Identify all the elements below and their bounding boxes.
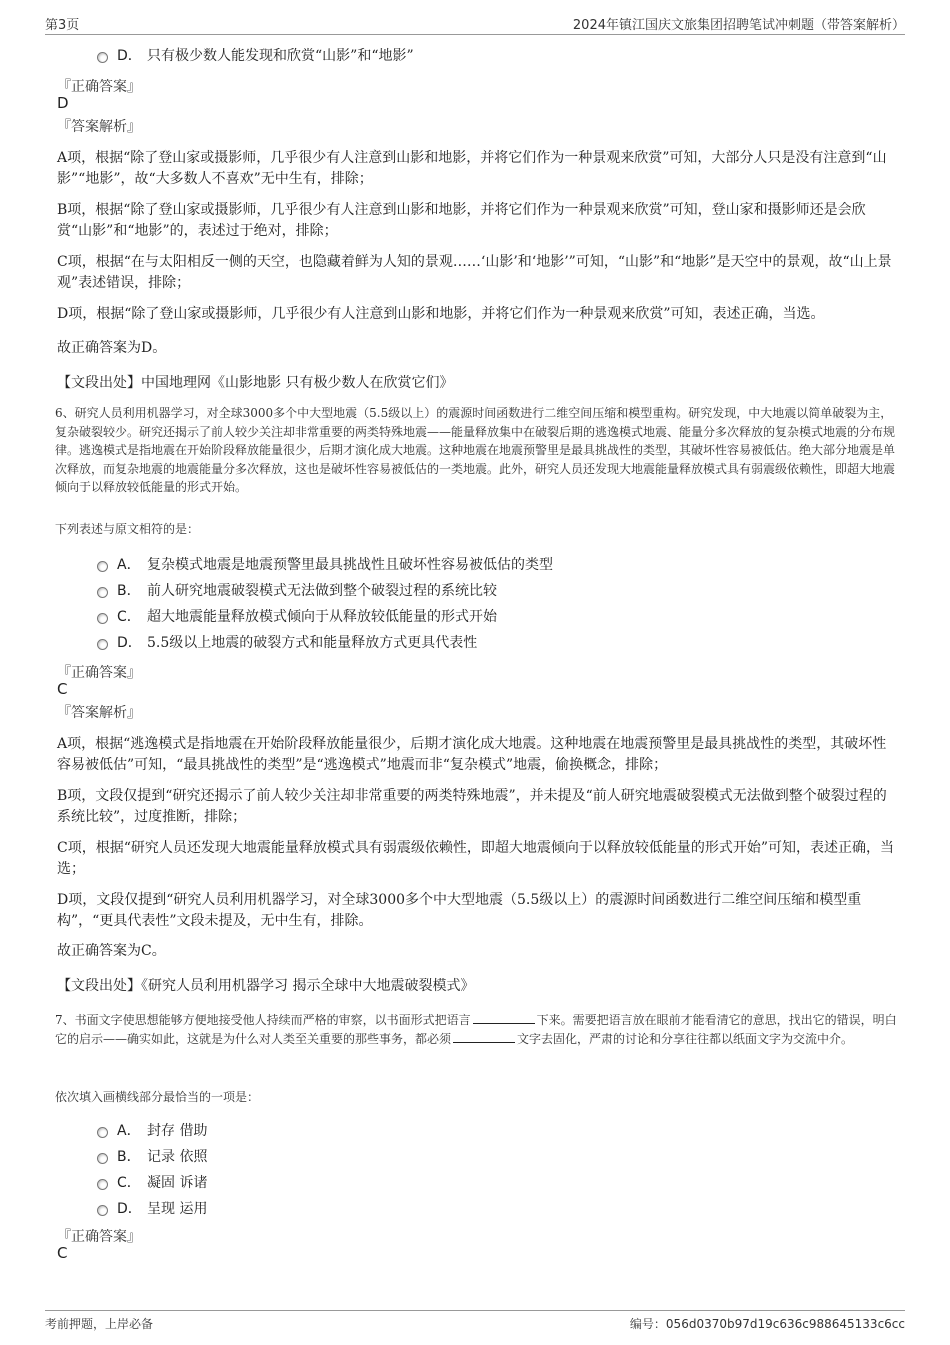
page-number: 第3页 [45,18,80,33]
page-footer [45,1310,905,1333]
option-text: 前人研究地震破裂模式无法做到整个破裂过程的系统比较 [147,583,497,599]
page-header [45,14,905,35]
option-letter: C． [117,609,141,625]
footer-slogan: 考前押题，上岸必备 [45,1317,154,1331]
q5-analysis-c: C项，根据“在与太阳相反一侧的天空，也隐藏着鲜为人知的景观……‘山影’和‘地影’”可知，“山影”和“地影”是天空中的景观，故“山上景观”表述错误，排除； [57,254,892,291]
q7-passage-part3: 文字去固化，严肃的讨论和分享往往都以纸面文字为交流中介。 [517,1031,854,1046]
fill-blank-2 [453,1030,515,1043]
option-text: 封存 借助 [147,1123,208,1139]
q5-answer-label: 『正确答案』 [57,79,141,95]
q6-analysis-b: B项，文段仅提到“研究还揭示了前人较少关注却非常重要的两类特殊地震”，并未提及“前人研究地震破裂模式无法做到整个破裂过程的系统比较”，过度推断，排除； [57,788,887,825]
option-letter: C． [117,1175,141,1191]
q6-option-d[interactable] [97,632,477,654]
option-text: 记录 依照 [147,1149,208,1165]
q5-answer: D [57,94,69,112]
q7-answer-label: 『正确答案』 [57,1229,141,1245]
radio-button-icon[interactable] [97,52,108,63]
option-letter: B． [117,583,141,599]
q7-answer: C [57,1244,68,1262]
q6-analysis-a: A项，根据“逃逸模式是指地震在开始阶段释放能量很少，后期才演化成大地震。这种地震在地震预警里是最具挑战性的类型，其破坏性容易被低估”可知，“最具挑战性的类型”是“逃逸模式”地震而非“复杂模式”地震，偷换概念，排除； [57,736,887,773]
q6-conclusion: 故正确答案为C。 [57,943,166,959]
fill-blank-1 [473,1011,535,1024]
q5-conclusion: 故正确答案为D。 [57,340,167,356]
option-text: 5.5级以上地震的破裂方式和能量释放方式更具代表性 [147,635,478,651]
radio-button-icon[interactable] [97,1153,108,1164]
q5-analysis-b: B项，根据“除了登山家或摄影师，几乎很少有人注意到山影和地影，并将它们作为一种景观来欣赏”可知，登山家和摄影师还是会欣赏“山影”和“地影”的，表述过于绝对，排除； [57,202,866,239]
q6-option-c[interactable] [97,606,497,628]
q7-passage-part1: 7、书面文字使思想能够方便地接受他人持续而严格的审察，以书面形式把语言 [55,1013,471,1027]
q6-option-b[interactable] [97,580,497,602]
option-letter: D． [117,635,142,651]
q5-analysis-label: 『答案解析』 [57,119,141,135]
q7-option-a[interactable] [97,1120,207,1142]
q7-passage [55,1011,900,1048]
q6-source: 【文段出处】《研究人员利用机器学习 揭示全球中大地震破裂模式》 [57,978,475,994]
radio-button-icon[interactable] [97,613,108,624]
q7-prompt: 依次填入画横线部分最恰当的一项是： [55,1090,260,1104]
q6-answer: C [57,680,68,698]
radio-button-icon[interactable] [97,1127,108,1138]
q7-passage-part2: 下来。需要把语言放在眼前才能看清它的意思，找出它的错误，明白它的启示——确实如此，这就是为什么对人类至关重要的那些事务，都必须 [55,1013,897,1046]
option-text: 超大地震能量释放模式倾向于从释放较低能量的形式开始 [147,609,497,625]
radio-button-icon[interactable] [97,1205,108,1216]
q7-option-d[interactable] [97,1198,207,1220]
document-code-label: 编号： [629,1317,666,1331]
q5-analysis-d: D项，根据“除了登山家或摄影师，几乎很少有人注意到山影和地影，并将它们作为一种景观来欣赏”可知，表述正确，当选。 [57,306,825,322]
q6-option-a[interactable] [97,554,553,576]
q5-analysis-a: A项，根据“除了登山家或摄影师，几乎很少有人注意到山影和地影，并将它们作为一种景观来欣赏”可知，大部分人只是没有注意到“山影”“地影”，故“大多数人不喜欢”无中生有，排除； [57,150,887,187]
q6-prompt: 下列表述与原文相符的是： [55,522,200,536]
option-letter: A． [117,557,141,573]
document-code [630,1315,905,1332]
q6-analysis-d: D项，文段仅提到“研究人员利用机器学习，对全球3000多个中大型地震（5.5级以上）的震源时间函数进行二维空间压缩和模型重构”，“更具代表性”文段未提及，无中生有，排除。 [57,892,862,929]
option-letter: D． [117,48,142,64]
option-text: 呈现 运用 [147,1201,208,1217]
q5-option-d[interactable] [97,45,414,67]
option-letter: B． [117,1149,141,1165]
option-letter: A． [117,1123,141,1139]
q5-source: 【文段出处】中国地理网《山影地影 只有极少数人在欣赏它们》 [57,375,454,391]
q6-passage: 6、研究人员利用机器学习，对全球3000多个中大型地震（5.5级以上）的震源时间函数进行二维空间压缩和模型重构。研究发现，中大地震以简单破裂为主，复杂破裂较少。研究还揭示了前人较少关注却非常重要的两类特殊地震——能量释放集中在破裂后期的逃逸模式地震、能量分多次释放的复杂模式地震的分布规律。逃逸模式是指地震在开始阶段释放能量很少，后期才演化成大地震。这种地震在地震预警里是最具挑战性的类型，其破坏性容易被低估。绝大部分地震是单次释放，而复杂地震的地震能量分多次释放，这也是破坏性容易被低估的一类地震。此外，研究人员还发现大地震能量释放模式具有弱震级依赖性，即超大地震倾向于以释放较低能量的形式开始。 [55,406,896,494]
q6-analysis-c: C项，根据“研究人员还发现大地震能量释放模式具有弱震级依赖性，即超大地震倾向于以释放较低能量的形式开始”可知，表述正确，当选； [57,840,895,877]
document-code-value: 056d0370b97d19c636c988645133c6cc [665,1317,905,1331]
radio-button-icon[interactable] [97,561,108,572]
radio-button-icon[interactable] [97,639,108,650]
q7-option-c[interactable] [97,1172,207,1194]
option-text: 凝固 诉诸 [147,1175,208,1191]
option-text: 复杂模式地震是地震预警里最具挑战性且破坏性容易被低估的类型 [147,557,553,573]
q6-answer-label: 『正确答案』 [57,665,141,681]
option-letter: D． [117,1201,142,1217]
document-title: 2024年镇江国庆文旅集团招聘笔试冲刺题（带答案解析） [572,18,905,33]
radio-button-icon[interactable] [97,587,108,598]
q7-option-b[interactable] [97,1146,207,1168]
q6-analysis-label: 『答案解析』 [57,705,141,721]
option-text: 只有极少数人能发现和欣赏“山影”和“地影” [147,48,414,64]
radio-button-icon[interactable] [97,1179,108,1190]
